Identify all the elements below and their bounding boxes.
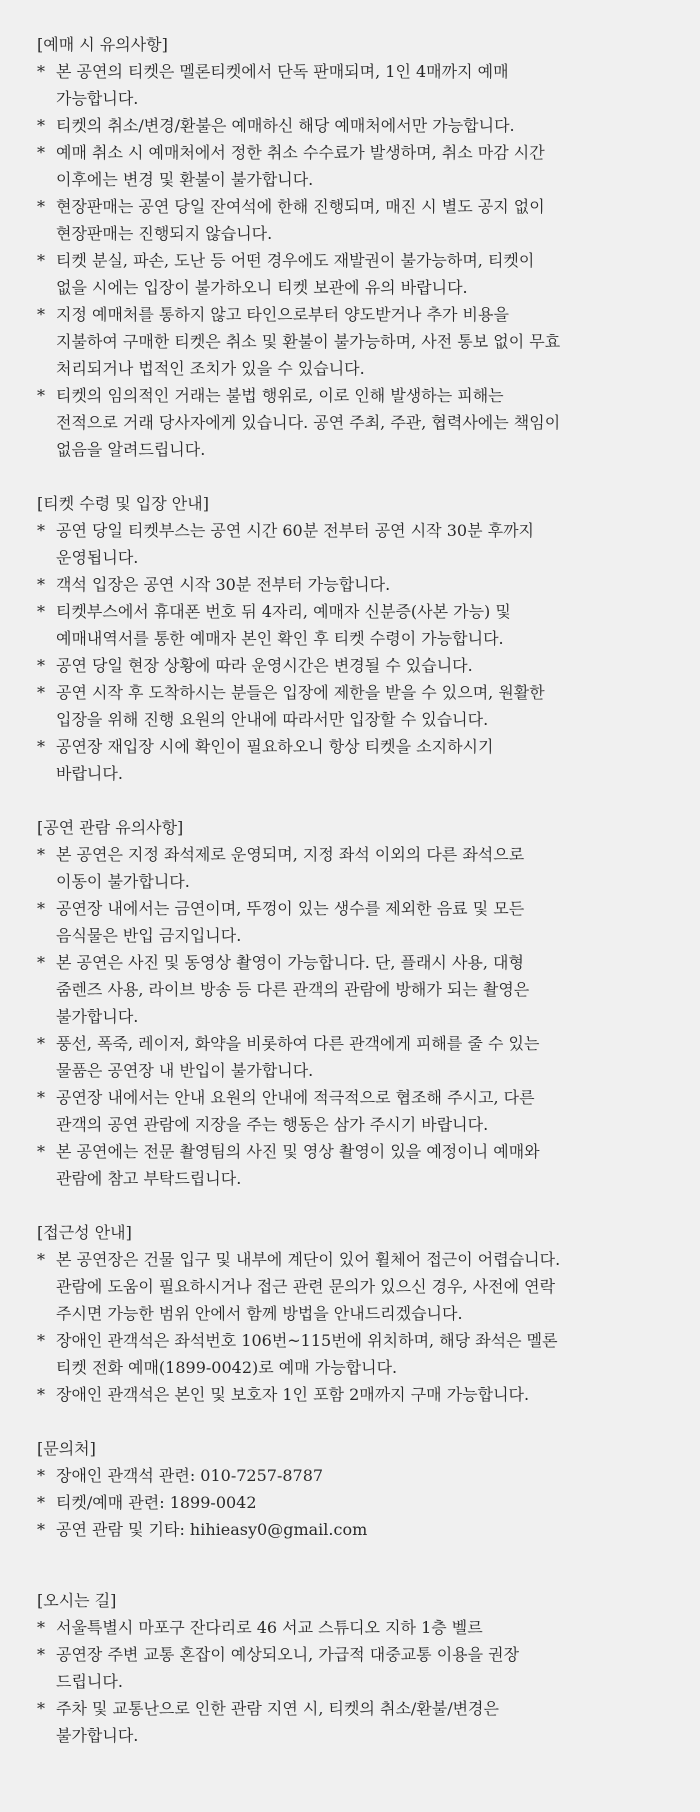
bullet: * [37,845,45,864]
item-line: 전적으로 거래 당사자에게 있습니다. 공연 주최, 주관, 협력사에는 책임이 [56,413,561,432]
bullet: * [37,143,45,162]
bullet: * [37,737,45,756]
item-line: 지불하여 구매한 티켓은 취소 및 환불이 불가능하며, 사전 통보 없이 무효 [56,332,561,351]
bullet: * [37,305,45,324]
directions-section [37,1587,682,1749]
viewing-notes-section [37,814,682,1192]
item-line: 없을 시에는 입장이 불가하오니 티켓 보관에 유의 바랍니다. [56,278,468,297]
item-line: 가능합니다. [56,89,139,108]
bullet: * [37,1088,45,1107]
list-item [37,301,682,382]
section-heading: [접근성 안내] [37,1223,132,1242]
item-line: 불가합니다. [56,1726,139,1745]
list-item [37,598,682,652]
address-line: 서울특별시 마포구 잔다리로 46 서교 스튜디오 지하 1층 벨르 [56,1618,483,1637]
item-line: 공연 당일 현장 상황에 따라 운영시간은 변경될 수 있습니다. [56,656,473,675]
accessibility-section [37,1219,682,1408]
bullet: * [37,1466,45,1485]
booking-notes-section [37,31,682,463]
item-line: 티켓 전화 예매(1899-0042)로 예매 가능합니다. [56,1358,398,1377]
item-line: 공연장 내에서는 안내 요원의 안내에 적극적으로 협조해 주시고, 다른 [56,1088,535,1107]
item-line: 현장판매는 진행되지 않습니다. [56,224,273,243]
list-item [37,1084,682,1138]
item-line: 본 공연은 사진 및 동영상 촬영이 가능합니다. 단, 플래시 사용, 대형 [56,953,524,972]
list-item [37,1489,682,1516]
list-item [37,1462,682,1489]
bullet: * [37,197,45,216]
item-line: 처리되거나 법적인 조치가 있을 수 있습니다. [56,359,365,378]
item-line: 본 공연에는 전문 촬영팀의 사진 및 영상 촬영이 있을 예정이니 예매와 [56,1142,540,1161]
bullet: * [37,656,45,675]
bullet: * [37,1645,45,1664]
list-item [37,1327,682,1381]
bullet: * [37,602,45,621]
bullet: * [37,251,45,270]
item-line: 물품은 공연장 내 반입이 불가합니다. [56,1061,314,1080]
item-line: 본 공연은 지정 좌석제로 운영되며, 지정 좌석 이외의 다른 좌석으로 [56,845,525,864]
item-line: 현장판매는 공연 당일 잔여석에 한해 진행되며, 매진 시 별도 공지 없이 [56,197,545,216]
item-line: 장애인 관객석은 본인 및 보호자 1인 포함 2매까지 구매 가능합니다. [56,1385,530,1404]
list-item [37,517,682,571]
item-line: 이동이 불가합니다. [56,872,190,891]
item-line: 티켓의 임의적인 거래는 불법 행위로, 이로 인해 발생하는 피해는 [56,386,504,405]
item-line: 티켓 분실, 파손, 도난 등 어떤 경우에도 재발권이 불가능하며, 티켓이 [56,251,535,270]
section-heading: [티켓 수령 및 입장 안내] [37,494,209,513]
item-line: 예매내역서를 통한 예매자 본인 확인 후 티켓 수령이 가능합니다. [56,629,504,648]
list-item [37,1614,682,1641]
list-item [37,841,682,895]
bullet: * [37,116,45,135]
item-line: 예매 취소 시 예매처에서 정한 취소 수수료가 발생하며, 취소 마감 시간 [56,143,545,162]
item-line: 장애인 관객석은 좌석번호 106번~115번에 위치하며, 해당 좌석은 멜론 [56,1331,558,1350]
item-line: 관객의 공연 관람에 지장을 주는 행동은 삼가 주시기 바랍니다. [56,1115,489,1134]
item-line: 티켓의 취소/변경/환불은 예매하신 해당 예매처에서만 가능합니다. [56,116,515,135]
list-item [37,1138,682,1192]
item-line: 입장을 위해 진행 요원의 안내에 따라서만 입장할 수 있습니다. [56,710,489,729]
list-item [37,1246,682,1327]
bullet: * [37,575,45,594]
item-line: 불가합니다. [56,1007,139,1026]
item-line: 공연장 재입장 시에 확인이 필요하오니 항상 티켓을 소지하시기 [56,737,494,756]
contact-line: 공연 관람 및 기타: hihieasy0@gmail.com [56,1520,368,1539]
list-item [37,58,682,112]
list-item [37,247,682,301]
item-line: 운영됩니다. [56,548,139,567]
bullet: * [37,683,45,702]
bullet: * [37,386,45,405]
bullet: * [37,521,45,540]
bullet: * [37,1385,45,1404]
bullet: * [37,1520,45,1539]
item-line: 관람에 도움이 필요하시거나 접근 관련 문의가 있으신 경우, 사전에 연락 [56,1277,556,1296]
contact-line: 장애인 관객석 관련: 010-7257-8787 [56,1466,324,1485]
ticket-pickup-section [37,490,682,787]
list-item [37,1516,682,1543]
list-item [37,112,682,139]
list-item [37,949,682,1030]
bullet: * [37,1034,45,1053]
section-heading: [오시는 길] [37,1591,117,1610]
item-line: 이후에는 변경 및 환불이 불가합니다. [56,170,314,189]
bullet: * [37,1250,45,1269]
bullet: * [37,1142,45,1161]
list-item [37,1695,682,1749]
bullet: * [37,1331,45,1350]
list-item [37,679,682,733]
item-line: 주차 및 교통난으로 인한 관람 지연 시, 티켓의 취소/환불/변경은 [56,1699,499,1718]
section-heading: [예매 시 유의사항] [37,35,168,54]
list-item [37,652,682,679]
bullet: * [37,1699,45,1718]
item-line: 지정 예매처를 통하지 않고 타인으로부터 양도받거나 추가 비용을 [56,305,509,324]
item-line: 공연장 내에서는 금연이며, 뚜껑이 있는 생수를 제외한 음료 및 모든 [56,899,525,918]
item-line: 본 공연장은 건물 입구 및 내부에 계단이 있어 휠체어 접근이 어렵습니다. [56,1250,561,1269]
bullet: * [37,953,45,972]
bullet: * [37,899,45,918]
bullet: * [37,1618,45,1637]
item-line: 음식물은 반입 금지입니다. [56,926,242,945]
list-item [37,382,682,463]
list-item [37,139,682,193]
list-item [37,733,682,787]
list-item [37,571,682,598]
bullet: * [37,62,45,81]
contact-section [37,1435,682,1543]
section-heading: [문의처] [37,1439,96,1458]
item-line: 바랍니다. [56,764,123,783]
list-item [37,193,682,247]
item-line: 본 공연의 티켓은 멜론티켓에서 단독 판매되며, 1인 4매까지 예매 [56,62,509,81]
item-line: 공연 당일 티켓부스는 공연 시간 60분 전부터 공연 시작 30분 후까지 [56,521,534,540]
item-line: 객석 입장은 공연 시작 30분 전부터 가능합니다. [56,575,391,594]
item-line: 풍선, 폭죽, 레이저, 화약을 비롯하여 다른 관객에게 피해를 줄 수 있는 [56,1034,540,1053]
item-line: 줌렌즈 사용, 라이브 방송 등 다른 관객의 관람에 방해가 되는 촬영은 [56,980,530,999]
item-line: 드립니다. [56,1672,123,1691]
list-item [37,895,682,949]
item-line: 티켓부스에서 휴대폰 번호 뒤 4자리, 예매자 신분증(사본 가능) 및 [56,602,511,621]
section-heading: [공연 관람 유의사항] [37,818,184,837]
list-item [37,1641,682,1695]
list-item [37,1030,682,1084]
item-line: 공연장 주변 교통 혼잡이 예상되오니, 가급적 대중교통 이용을 권장 [56,1645,520,1664]
item-line: 공연 시작 후 도착하시는 분들은 입장에 제한을 받을 수 있으며, 원활한 [56,683,545,702]
item-line: 없음을 알려드립니다. [56,440,206,459]
item-line: 주시면 가능한 범위 안에서 함께 방법을 안내드리겠습니다. [56,1304,463,1323]
item-line: 관람에 참고 부탁드립니다. [56,1169,242,1188]
contact-line: 티켓/예매 관련: 1899-0042 [56,1493,257,1512]
list-item [37,1381,682,1408]
bullet: * [37,1493,45,1512]
